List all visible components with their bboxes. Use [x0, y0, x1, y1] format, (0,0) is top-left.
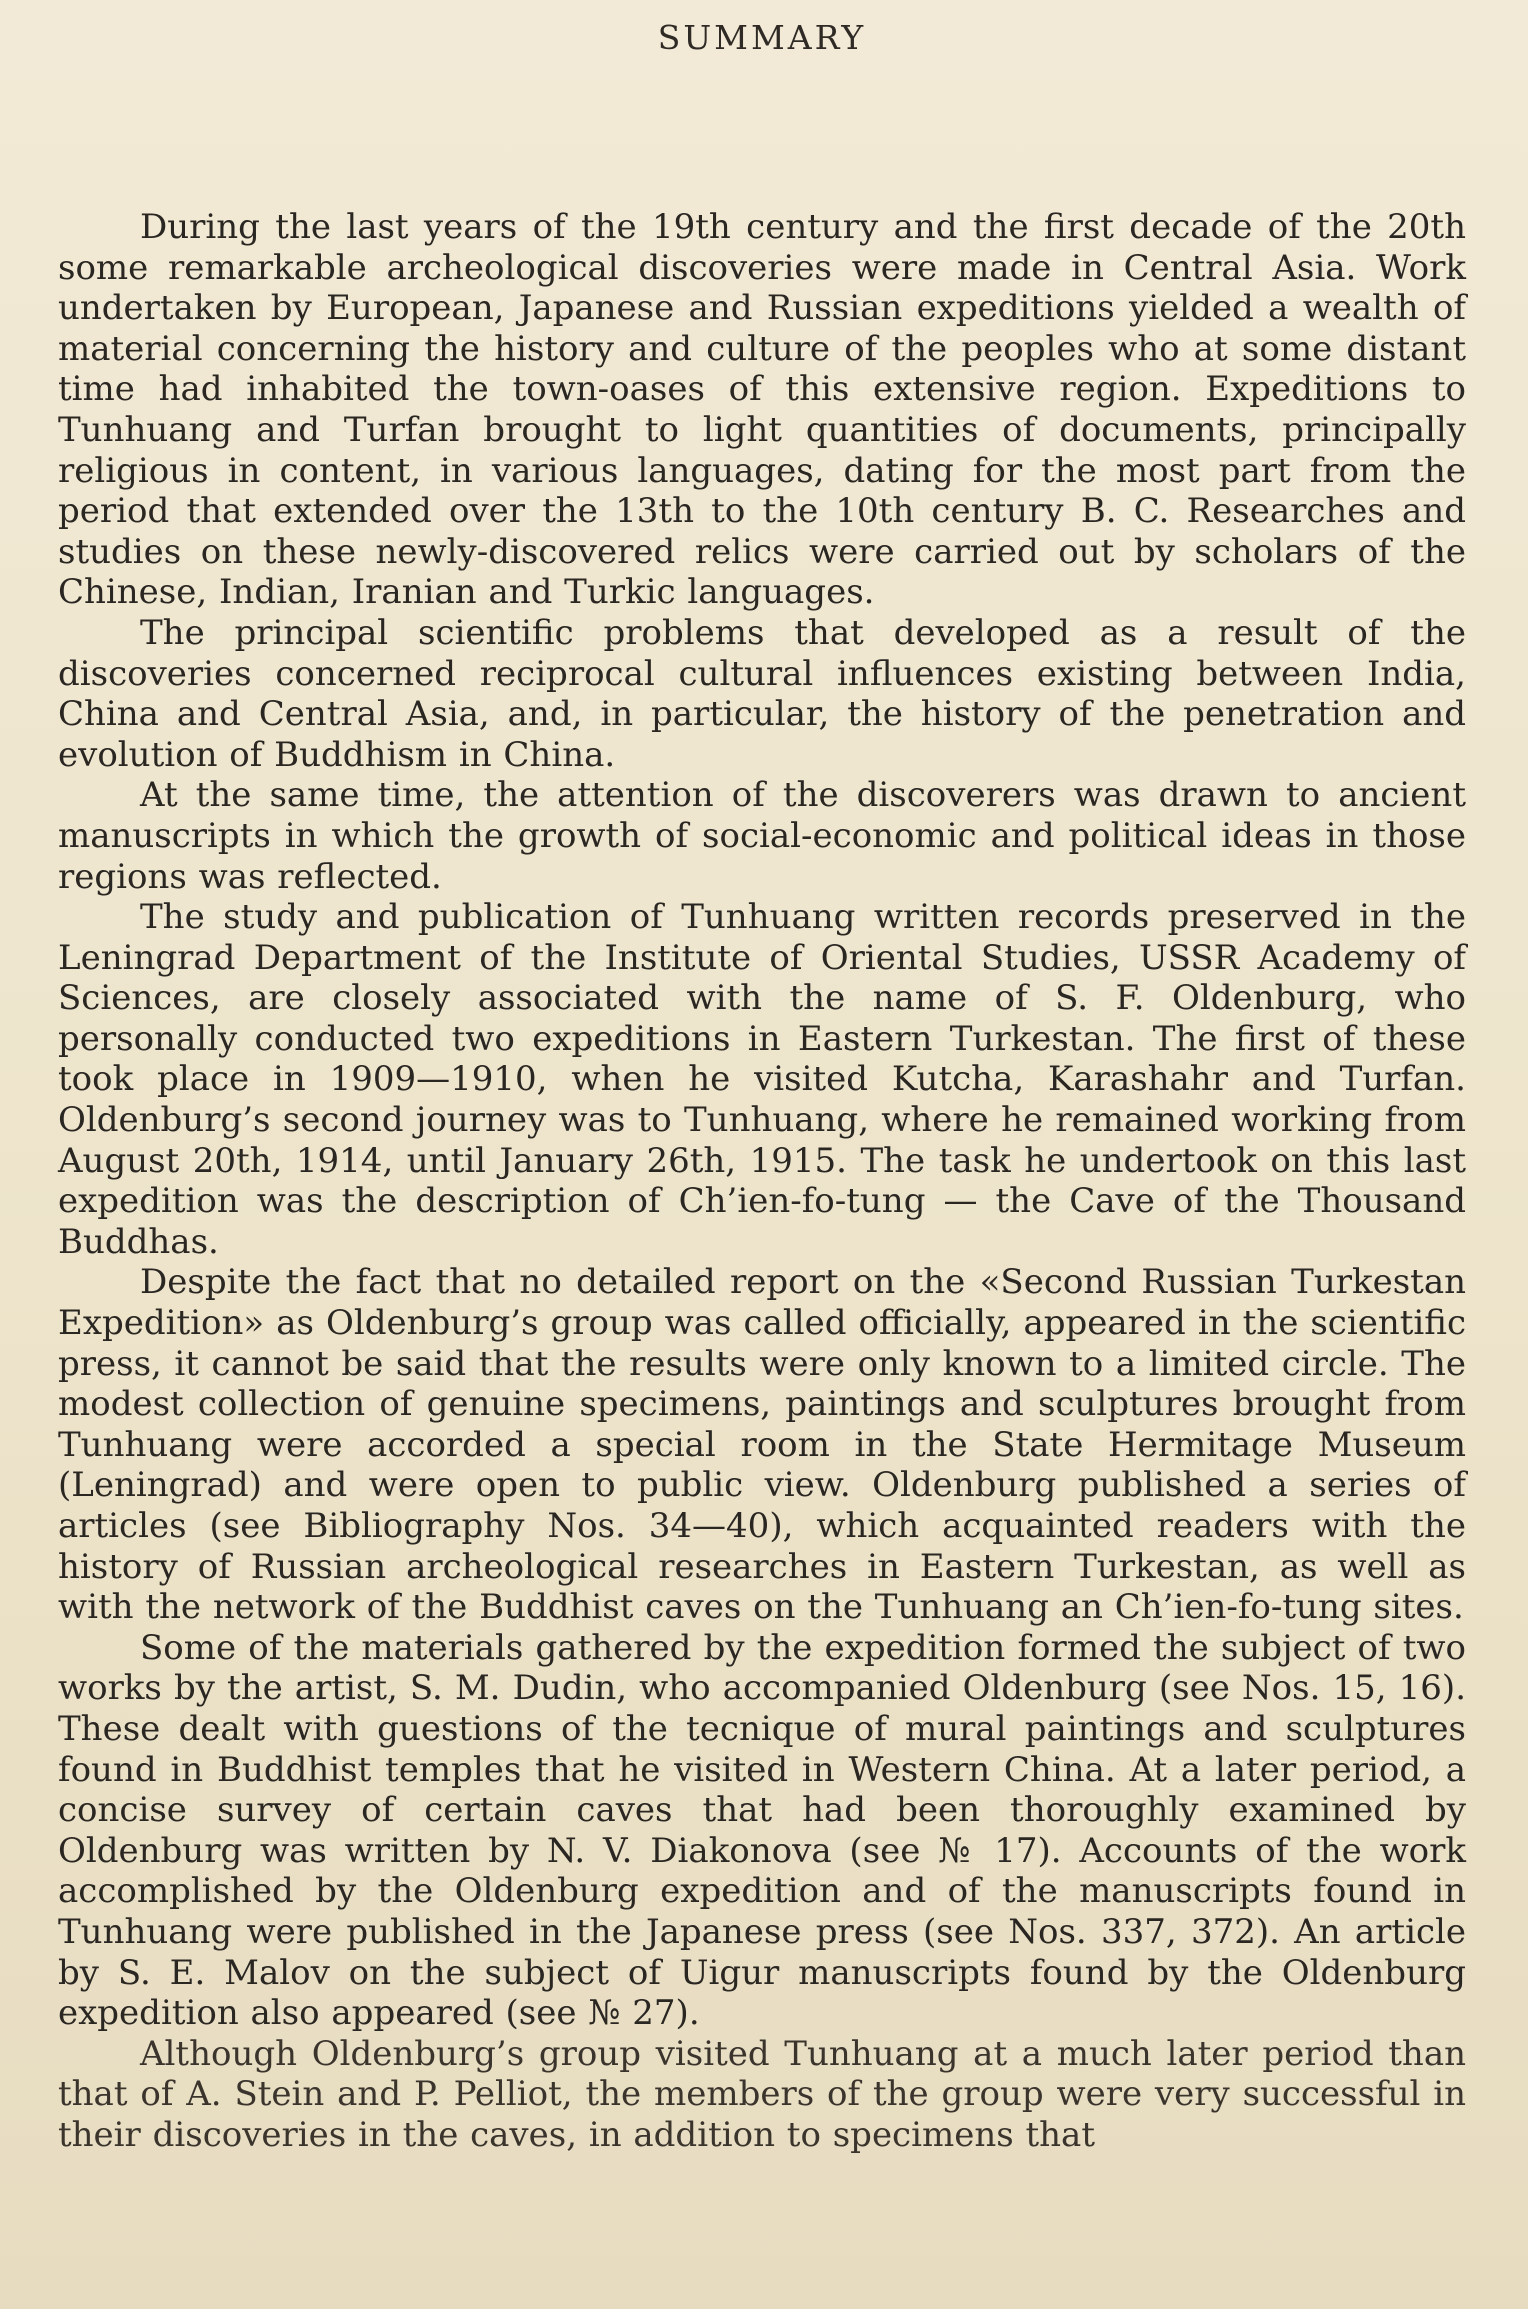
- paragraph-7: Although Oldenburg’s group visited Tunhuang at a much later period than that of A. Stein and P. Pelliot, the members of the group were very successful in their discoveries in the caves, in addition to specimens that: [58, 2033, 1466, 2155]
- paragraph-5: Despite the fact that no detailed report on the «Second Russian Turkestan Expedition» as Oldenburg’s group was called officially, appeared in the scientific press, it cannot be said that the results were only known to a limited circle. The modest collection of genuine specimens, paintings and sculptures brought from Tunhuang were accorded a special room in the State Hermitage Museum (Leningrad) and were open to public view. Oldenburg published a series of articles (see Bibliography Nos. 34—40), which acquainted readers with the history of Russian archeological researches in Eastern Turkestan, as well as with the network of the Buddhist caves on the Tunhuang an Ch’ien-fo-tung sites.: [58, 1262, 1466, 1628]
- paragraph-1: During the last years of the 19th century and the first decade of the 20th some remarkable archeological discoveries were made in Central Asia. Work undertaken by European, Japanese and Russian expeditions yielded a wealth of material concerning the history and culture of the peoples who at some distant time had inhabited the town-oases of this extensive region. Expeditions to Tunhuang and Turfan brought to light quantities of documents, principally religious in content, in various languages, dating for the most part from the period that extended over the 13th to the 10th century B. C. Researches and studies on these newly-discovered relics were carried out by scholars of the Chinese, Indian, Iranian and Turkic languages.: [58, 207, 1466, 613]
- page-title: SUMMARY: [657, 18, 867, 57]
- paragraph-2: The principal scientific problems that developed as a result of the discoveries concerned reciprocal cultural influences existing between India, China and Central Asia, and, in particular, the history of the penetration and evolution of Buddhism in China.: [58, 612, 1466, 775]
- paragraph-6: Some of the materials gathered by the expedition formed the subject of two works by the artist, S. M. Dudin, who accompanied Oldenburg (see Nos. 15, 16). These dealt with guestions of the tecnique of mural paintings and sculptures found in Buddhist temples that he visited in Western China. At a later period, a concise survey of certain caves that had been thoroughly examined by Oldenburg was written by N. V. Diakonova (see № 17). Accounts of the work accomplished by the Oldenburg expedition and of the manuscripts found in Tunhuang were published in the Japanese press (see Nos. 337, 372). An article by S. E. Malov on the subject of Uigur manuscripts found by the Oldenburg expedition also appeared (see № 27).: [58, 1627, 1466, 2034]
- paragraph-3: At the same time, the attention of the discoverers was drawn to ancient manuscripts in which the growth of social-economic and political ideas in those regions was reflected.: [58, 775, 1466, 897]
- body-text: [58, 207, 1466, 2156]
- paragraph-4: The study and publication of Tunhuang written records preserved in the Leningrad Department of the Institute of Oriental Studies, USSR Academy of Sciences, are closely associated with the name of S. F. Oldenburg, who personally conducted two expeditions in Eastern Turkestan. The first of these took place in 1909—1910, when he visited Kutcha, Karashahr and Turfan. Oldenburg’s second journey was to Tunhuang, where he remained working from August 20th, 1914, until January 26th, 1915. The task he undertook on this last expedition was the description of Ch’ien-fo-tung — the Cave of the Thousand Buddhas.: [58, 897, 1466, 1262]
